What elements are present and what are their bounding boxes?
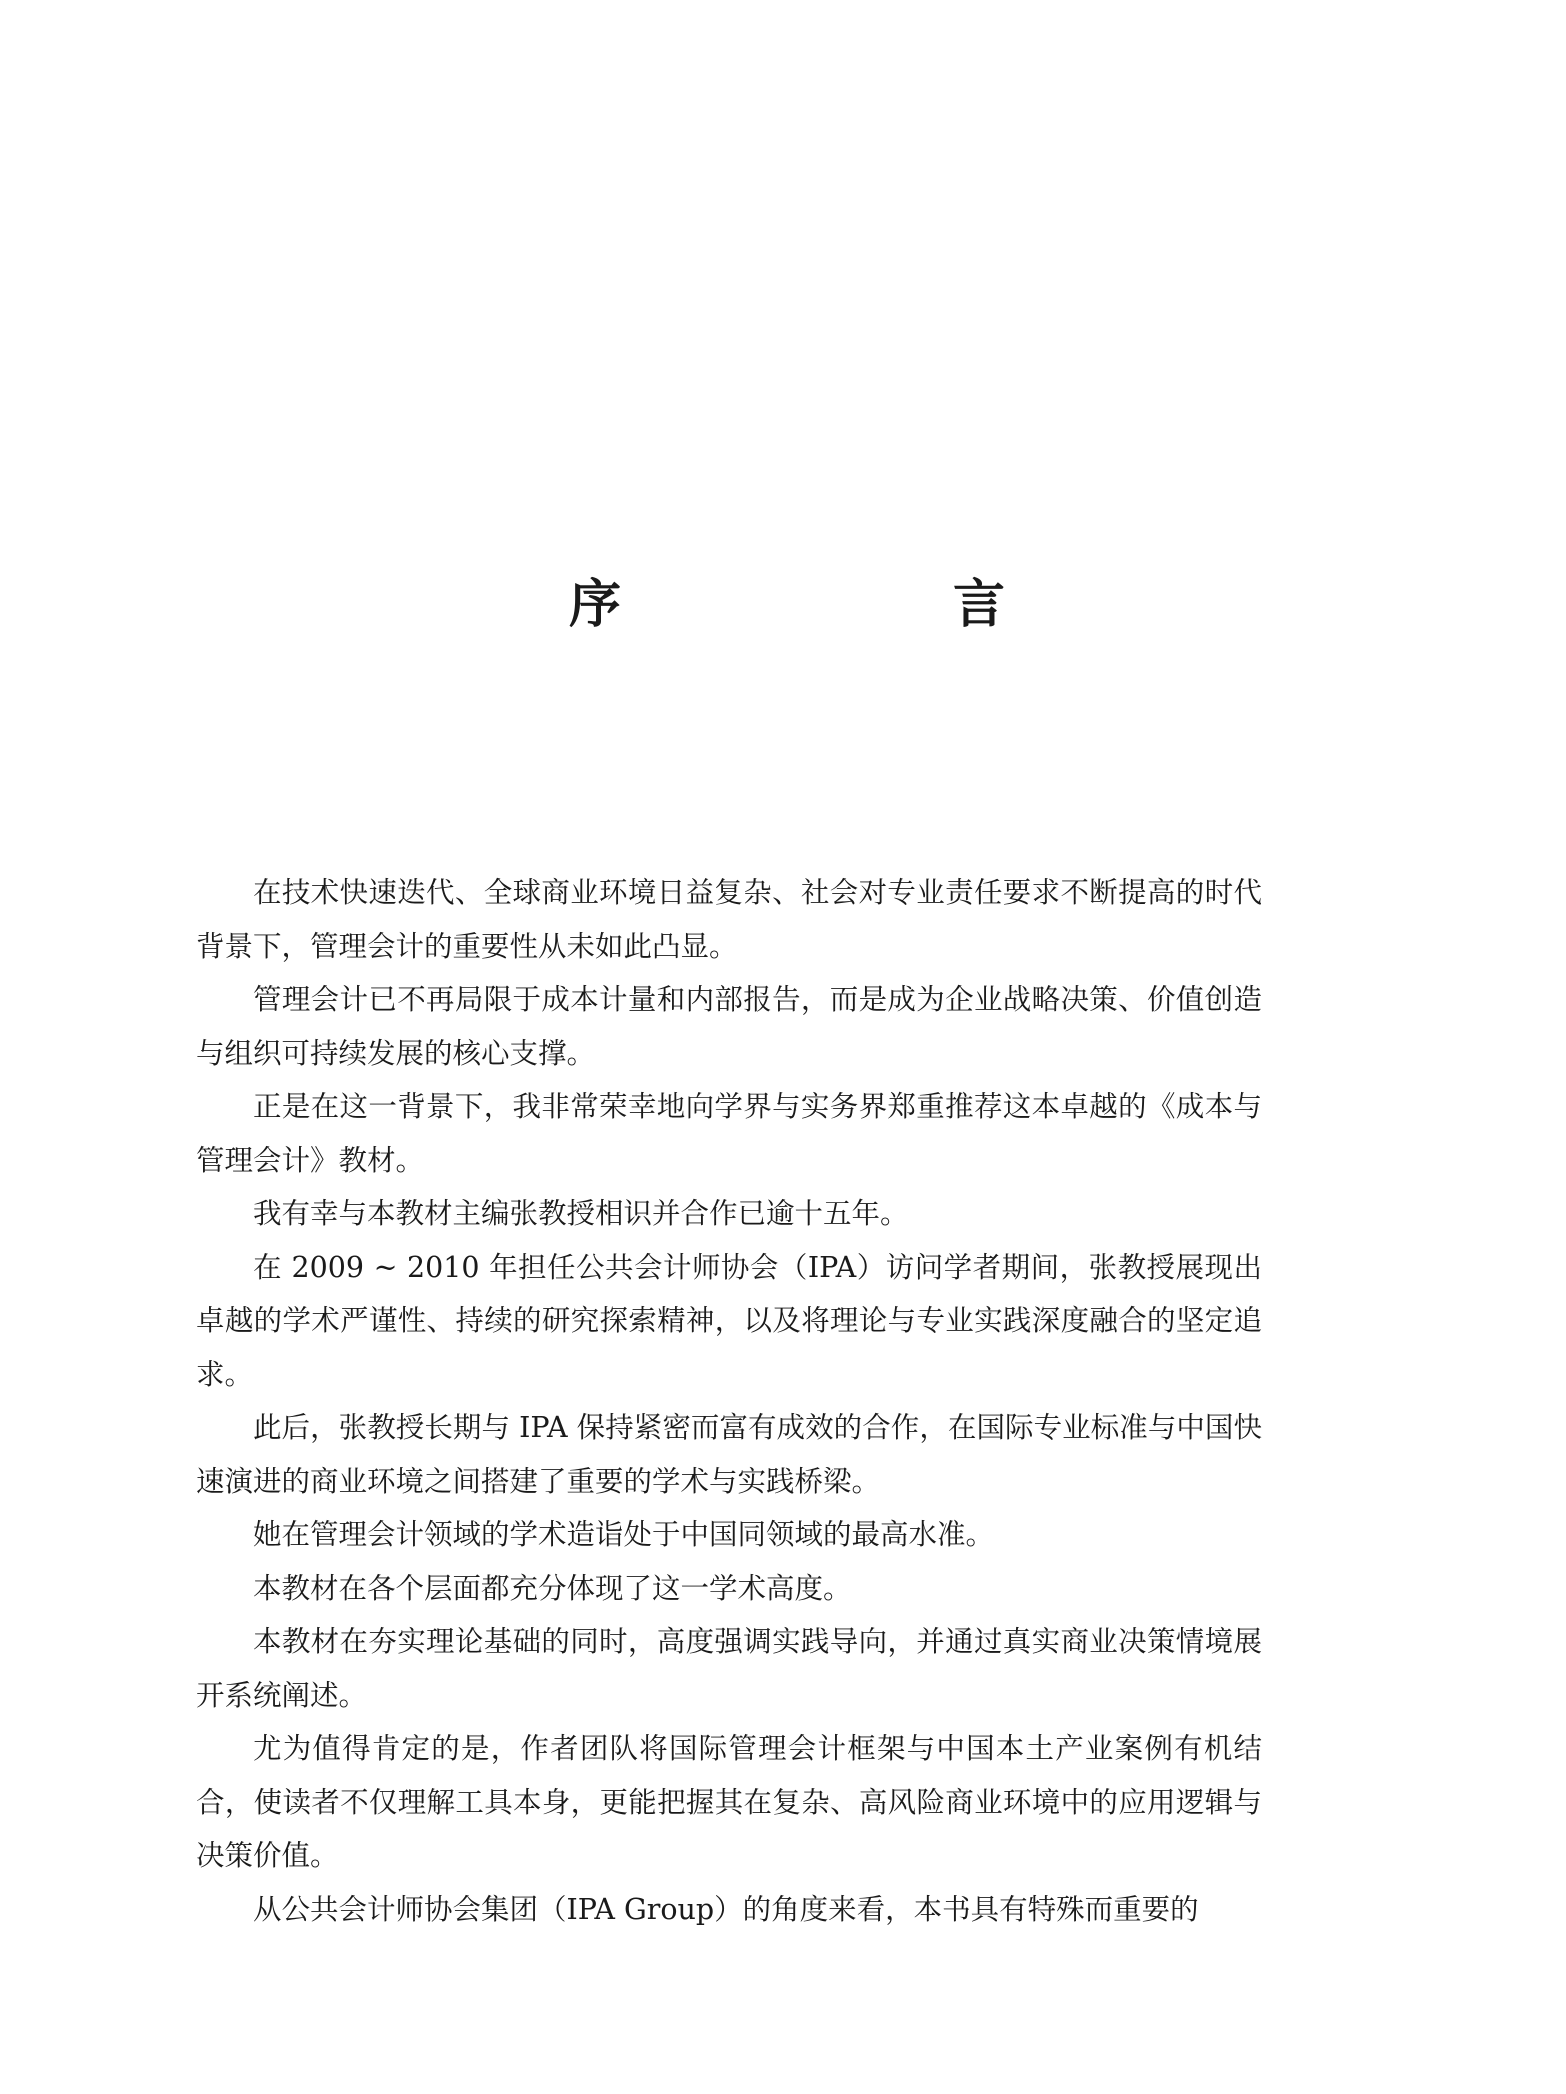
paragraph: 在技术快速迭代、全球商业环境日益复杂、社会对专业责任要求不断提高的时代背景下，管理会计的重要性从未如此凸显。 (196, 876, 1262, 963)
paragraph: 她在管理会计领域的学术造诣处于中国同领域的最高水准。 (253, 1518, 995, 1551)
preface-body (196, 866, 1262, 1936)
paragraph: 管理会计已不再局限于成本计量和内部报告，而是成为企业战略决策、价值创造与组织可持续发展的核心支撑。 (196, 983, 1262, 1070)
paragraph: 从公共会计师协会集团（IPA Group）的角度来看，本书具有特殊而重要的 (253, 1892, 1199, 1926)
paragraph: 我有幸与本教材主编张教授相识并合作已逾十五年。 (253, 1197, 909, 1230)
paragraph: 此后，张教授长期与 IPA 保持紧密而富有成效的合作，在国际专业标准与中国快速演进的商业环境之间搭建了重要的学术与实践桥梁。 (196, 1411, 1262, 1498)
page-title: 序 言 (568, 575, 1145, 635)
paragraph: 本教材在夯实理论基础的同时，高度强调实践导向，并通过真实商业决策情境展开系统阐述。 (196, 1625, 1262, 1712)
paragraph: 尤为值得肯定的是，作者团队将国际管理会计框架与中国本土产业案例有机结合，使读者不仅理解工具本身，更能把握其在复杂、高风险商业环境中的应用逻辑与决策价值。 (196, 1732, 1262, 1872)
paragraph: 正是在这一背景下，我非常荣幸地向学界与实务界郑重推荐这本卓越的《成本与管理会计》教材。 (196, 1090, 1262, 1177)
paragraph: 本教材在各个层面都充分体现了这一学术高度。 (253, 1571, 852, 1605)
paragraph: 在 2009 ~ 2010 年担任公共会计师协会（IPA）访问学者期间，张教授展现出卓越的学术严谨性、持续的研究探索精神，以及将理论与专业实践深度融合的坚定追求。 (196, 1250, 1262, 1391)
